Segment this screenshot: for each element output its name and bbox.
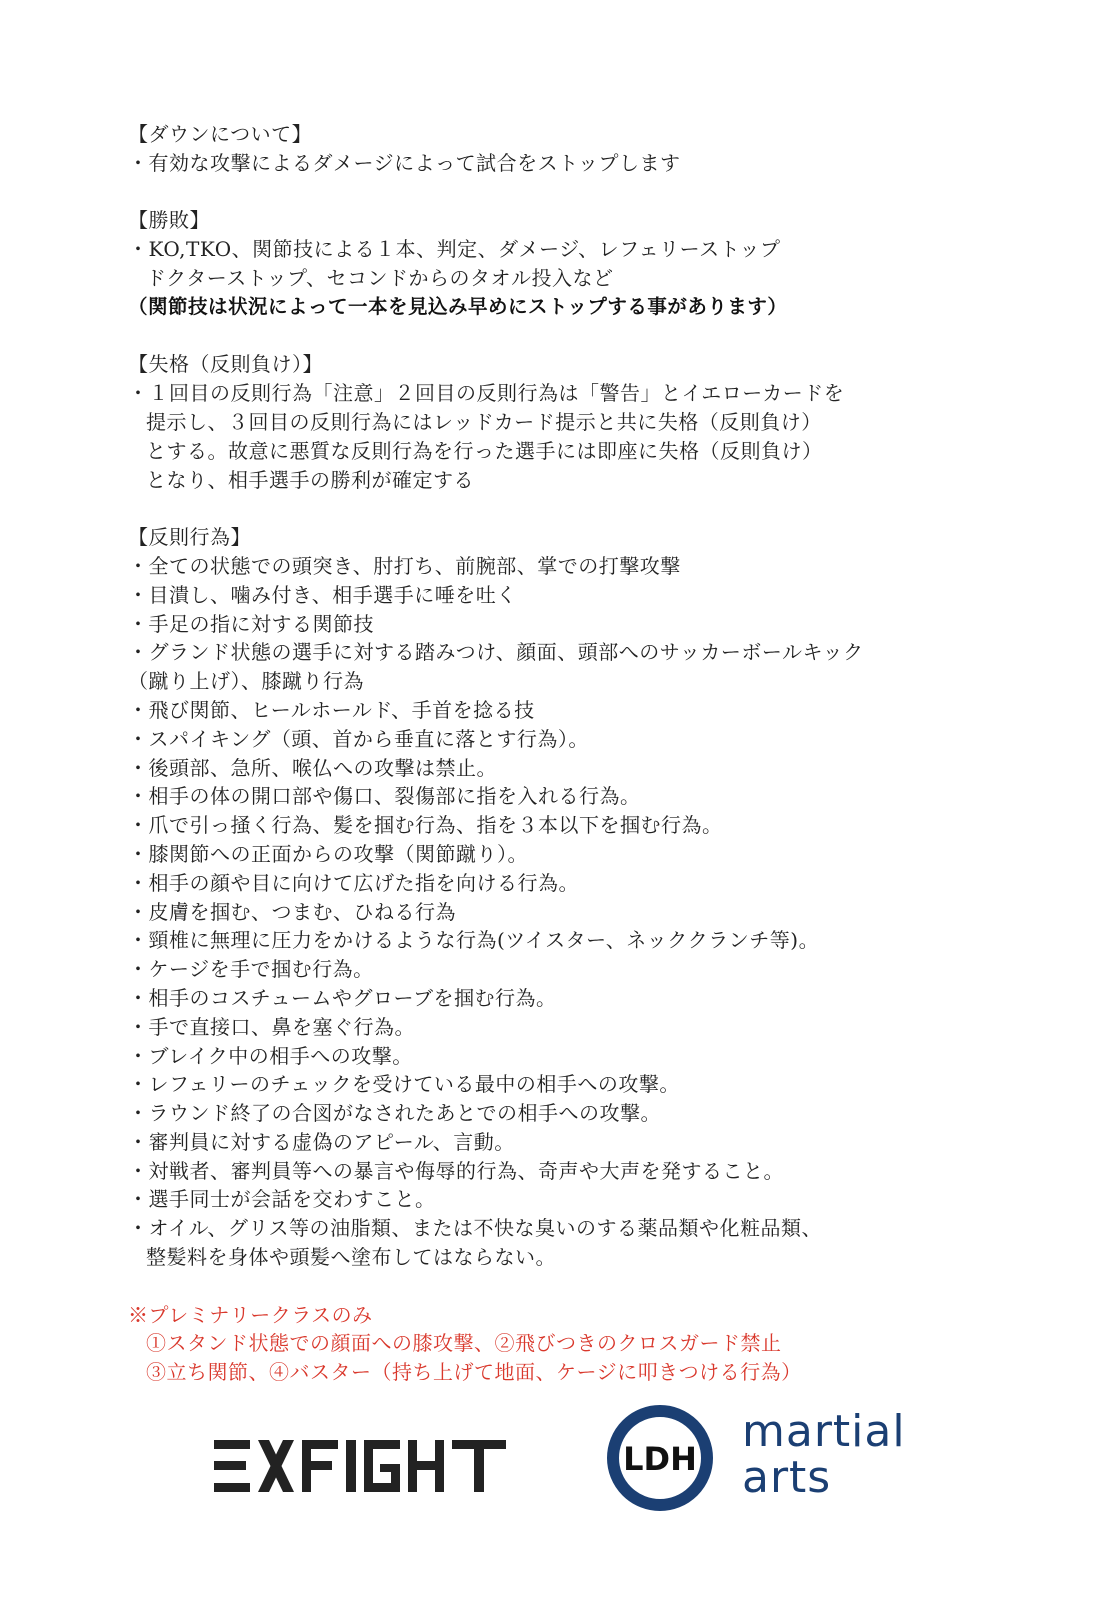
premier-heading: ※プレミナリークラスのみ: [128, 1302, 373, 1327]
foul-item: ・グランド状態の選手に対する踏みつけ、顔面、頭部へのサッカーボールキック: [128, 640, 864, 665]
ldh-logo-text: LDH: [623, 1440, 697, 1478]
foul-item: ・相手の顔や目に向けて広げた指を向ける行為。: [128, 870, 579, 895]
victory-heading: 【勝敗】: [128, 208, 210, 233]
foul-item: ・対戦者、審判員等への暴言や侮辱的行為、奇声や大声を発すること。: [128, 1158, 784, 1183]
foul-item: ・ケージを手で掴む行為。: [128, 957, 374, 982]
footer-logos: [0, 1400, 1108, 1560]
disqualification-line: とする。故意に悪質な反則行為を行った選手には即座に失格（反則負け）: [146, 438, 823, 463]
foul-item: ・膝関節への正面からの攻撃（関節蹴り）。: [128, 841, 528, 866]
disqualification-line: 提示し、３回目の反則行為にはレッドカード提示と共に失格（反則負け）: [146, 409, 822, 434]
foul-item: ・皮膚を掴む、つまむ、ひねる行為: [128, 899, 456, 924]
martial-word: martial: [742, 1406, 906, 1457]
arts-word: arts: [742, 1452, 832, 1503]
foul-item: ・頸椎に無理に圧力をかけるような行為(ツイスター、ネッククランチ等)。: [128, 928, 820, 953]
foul-item: ・飛び関節、ヒールホールド、手首を捻る技: [128, 697, 535, 722]
foul-item: ・ラウンド終了の合図がなされたあとでの相手への攻撃。: [128, 1101, 661, 1126]
disqualification-line: ・１回目の反則行為「注意」２回目の反則行為は「警告」とイエローカードを: [128, 381, 845, 406]
foul-item: ・相手のコスチュームやグローブを掴む行為。: [128, 985, 557, 1010]
premier-line: ①スタンド状態での顔面への膝攻撃、②飛びつきのクロスガード禁止: [146, 1331, 782, 1356]
victory-line: ドクターストップ、セコンドからのタオル投入など: [146, 265, 614, 290]
down-line: ・有効な攻撃によるダメージによって試合をストップします: [128, 150, 681, 175]
foul-item: （蹴り上げ）、膝蹴り行為: [128, 669, 364, 694]
victory-note: （関節技は状況によって一本を見込み早めにストップする事があります）: [128, 294, 788, 318]
down-heading: 【ダウンについて】: [128, 122, 313, 146]
foul-item: ・手足の指に対する関節技: [128, 611, 374, 636]
foul-item: ・目潰し、噛み付き、相手選手に唾を吐く: [128, 582, 517, 607]
victory-line: ・KO,TKO、関節技による１本、判定、ダメージ、レフェリーストップ: [128, 237, 781, 262]
disqualification-line: となり、相手選手の勝利が確定する: [146, 467, 474, 492]
foul-item: ・全ての状態での頭突き、肘打ち、前腕部、掌での打撃攻撃: [128, 553, 681, 578]
foul-item: ・スパイキング（頭、首から垂直に落とす行為）。: [128, 726, 589, 751]
foul-item: 整髪料を身体や頭髪へ塗布してはならない。: [146, 1245, 556, 1270]
fouls-heading: 【反則行為】: [128, 525, 251, 550]
martial-arts-wordmark: [742, 1406, 906, 1503]
foul-item: ・手で直接口、鼻を塞ぐ行為。: [128, 1014, 415, 1039]
foul-item: ・審判員に対する虚偽のアピール、言動。: [128, 1129, 515, 1154]
foul-item: ・選手同士が会話を交わすこと。: [128, 1187, 436, 1212]
foul-item: ・オイル、グリス等の油脂類、または不快な臭いのする薬品類や化粧品類、: [128, 1216, 822, 1241]
rules-document: [128, 120, 1028, 1387]
premier-line: ③立ち関節、④バスター（持ち上げて地面、ケージに叩きつける行為）: [146, 1360, 802, 1385]
ldh-logo: [606, 1404, 714, 1512]
foul-item: ・ブレイク中の相手への攻撃。: [128, 1043, 413, 1068]
foul-item: ・レフェリーのチェックを受けている最中の相手への攻撃。: [128, 1072, 680, 1097]
foul-item: ・後頭部、急所、喉仏への攻撃は禁止。: [128, 755, 497, 780]
foul-item: ・爪で引っ掻く行為、髪を掴む行為、指を３本以下を掴む行為。: [128, 813, 723, 838]
disqualification-heading: 【失格（反則負け）】: [128, 352, 323, 377]
foul-item: ・相手の体の開口部や傷口、裂傷部に指を入れる行為。: [128, 784, 641, 809]
exfight-logo: [214, 1440, 506, 1492]
